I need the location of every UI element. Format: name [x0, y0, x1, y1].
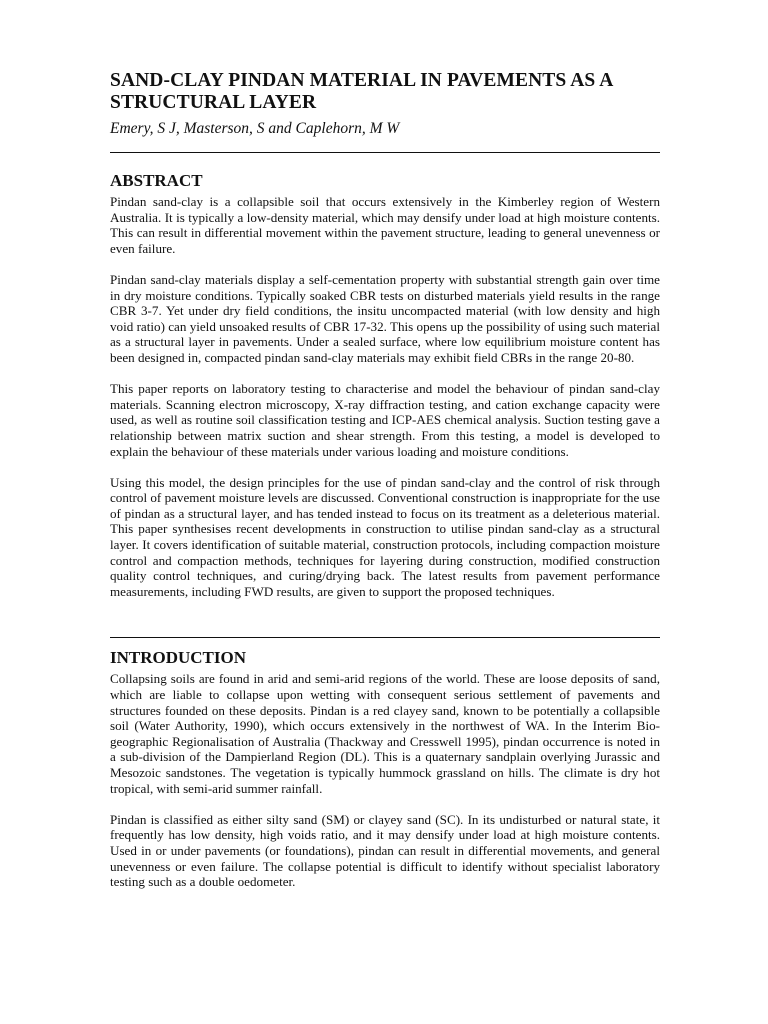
- paper-title: SAND-CLAY PINDAN MATERIAL IN PAVEMENTS AS A STRUCTURAL LAYER: [110, 70, 613, 113]
- abstract-paragraph-4: Using this model, the design principles for the use of pindan sand-clay and the control of risk through control of pavement moisture levels are discussed. Conventional construction is inappropriate for the use of pindan as a structural layer, and has tended instead to focus on its treatment as a deleterious material. This paper synthesises recent developments in construction to utilise pindan sand-clay as a structural layer. It covers identification of suitable material, construction protocols, including compaction moisture control and compaction methods, techniques for layering during construction, modified construction quality control techniques, and curing/drying back. The latest results from pavement performance measurements, including FWD results, are given to support the proposed techniques.: [110, 474, 660, 599]
- abstract-paragraph-1: Pindan sand-clay is a collapsible soil that occurs extensively in the Kimberley region of Western Australia. It is typically a low-density material, which may densify under load at high moisture contents. This can result in differential movement within the pavement structure, leading to general unevenness or even failure.: [110, 194, 660, 256]
- author-list: Emery, S J, Masterson, S and Caplehorn, M W: [110, 120, 400, 137]
- introduction-paragraph-1: Collapsing soils are found in arid and semi-arid regions of the world. These are loose deposits of sand, which are liable to collapse upon wetting with consequent serious settlement of pavements and structures founded on these deposits. Pindan is a red clayey sand, known to be potentially a collapsible soil (Water Authority, 1990), which occurs extensively in the northwest of WA. In the Interim Bio-geographic Regionalisation of Australia (Thackway and Cresswell 1995), pindan occurrence is noted in a sub-division of the Dampierland Region (DL). This is a quaternary sandplain overlying Jurassic and Mesozoic sandstones. The vegetation is typically hummock grassland on hills. The climate is dry hot tropical, with semi-arid summer rainfall.: [110, 671, 660, 796]
- section-divider: [110, 637, 660, 638]
- introduction-section: [110, 648, 660, 889]
- introduction-heading: INTRODUCTION: [110, 648, 247, 668]
- header-divider: [110, 152, 660, 153]
- abstract-heading: ABSTRACT: [110, 171, 203, 190]
- abstract-paragraph-3: This paper reports on laboratory testing to characterise and model the behaviour of pindan sand-clay materials. Scanning electron microscopy, X-ray diffraction testing, and cation exchange capacity were used, as well as routine soil classification testing and ICP-AES chemical analysis. Suction testing gave a relationship between matrix suction and shear strength. From this testing, a model is developed to explain the behaviour of these materials under various loading and moisture conditions.: [110, 381, 660, 459]
- abstract-section: [110, 171, 660, 599]
- document-page: [110, 70, 660, 890]
- abstract-paragraph-2: Pindan sand-clay materials display a self-cementation property with substantial strength gain over time in dry moisture conditions. Typically soaked CBR tests on disturbed materials yield results in the range CBR 3-7. Yet under dry field conditions, the insitu uncompacted material (with low density and high void ratio) can yield unsoaked results of CBR 17-32. This opens up the possibility of using such material as a structural layer in pavements. Under a sealed surface, where low equilibrium moisture content has been designed in, compacted pindan sand-clay materials may exhibit field CBRs in the range 20-80.: [110, 271, 660, 365]
- introduction-paragraph-2: Pindan is classified as either silty sand (SM) or clayey sand (SC). In its undisturbed or natural state, it frequently has low density, high voids ratio, and it may densify under load at high moisture contents. Used in or under pavements (or foundations), pindan can result in differential movements, and general unevenness or even failure. The collapse potential is difficult to identify without specialist laboratory testing such as a double oedometer.: [110, 811, 660, 890]
